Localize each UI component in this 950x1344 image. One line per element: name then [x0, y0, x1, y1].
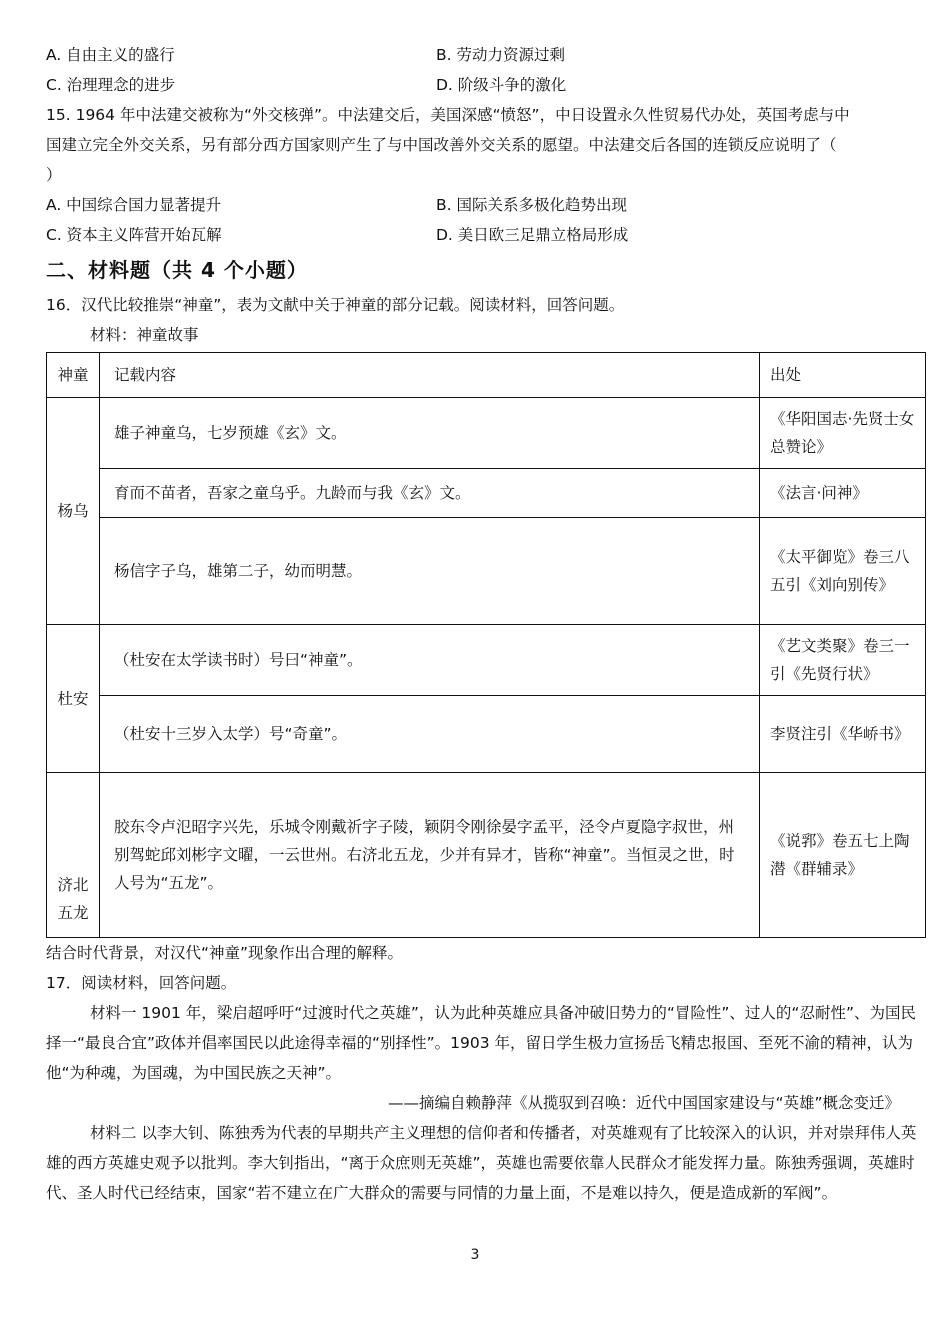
table-row	[47, 518, 926, 625]
exam-page	[46, 40, 926, 1208]
q17-stem: 17．阅读材料，回答问题。	[46, 974, 237, 992]
record-content: （杜安在太学读书时）号曰“神童”。	[100, 625, 760, 696]
q14-option-a: A. 自由主义的盛行	[46, 46, 175, 64]
record-content: 雄子神童乌，七岁预雄《玄》文。	[100, 398, 760, 469]
prodigy-table	[46, 352, 926, 938]
table-header-row	[47, 353, 926, 398]
prodigy-name: 济北五龙	[47, 773, 100, 938]
q15-stem-line2: 国建立完全外交关系，另有部分西方国家则产生了与中国改善外交关系的愿望。中法建交后各国的连锁反应说明了（	[46, 136, 837, 154]
q14-option-d: D. 阶级斗争的激化	[436, 76, 567, 94]
q15-stem-line3: ）	[46, 166, 62, 184]
q17-citation1: ——摘编自赖静萍《从揽驭到召唤：近代中国国家建设与“英雄”概念变迁》	[387, 1094, 900, 1112]
table-row	[47, 625, 926, 696]
q16-material-label: 材料：神童故事	[90, 326, 199, 344]
section-title: 二、材料题（共 4 个小题）	[46, 258, 308, 282]
header-prodigy: 神童	[47, 353, 100, 398]
table-row	[47, 696, 926, 773]
page-number: 3	[470, 1247, 480, 1263]
header-source: 出处	[760, 353, 926, 398]
q15-stem-line1: 15. 1964 年中法建交被称为“外交核弹”。中法建交后，美国深感“愤怒”，中日设置永久性贸易代办处，英国考虑与中	[46, 106, 850, 124]
q14-options-row2	[46, 70, 926, 100]
q14-options-row1	[46, 40, 926, 70]
q15-options-row1	[46, 190, 926, 220]
record-source: 《说郛》卷五七上陶潜《群辅录》	[760, 773, 926, 938]
q16-stem: 16．汉代比较推崇“神童”，表为文献中关于神童的部分记载。阅读材料，回答问题。	[46, 296, 625, 314]
record-source: 《法言·问神》	[760, 469, 926, 518]
q17-material2: 材料二 以李大钊、陈独秀为代表的早期共产主义理想的信仰者和传播者，对英雄观有了比较深入的认识，并对崇拜伟人英雄的西方英雄史观予以批判。李大钊指出，“离于众庶则无英雄”，英雄也需要依靠人民群众才能发挥力量。陈独秀强调，英雄时代、圣人时代已经结束，国家“若不建立在广大群众的需要与同情的力量上面，不是难以持久，便是造成新的军阀”。	[46, 1124, 917, 1202]
q17-material1: 材料一 1901 年，梁启超呼吁“过渡时代之英雄”，认为此种英雄应具备冲破旧势力的“冒险性”、过人的“忍耐性”、为国民择一“最良合宜”政体并倡率国民以此途得幸福的“别择性”。1903 年，留日学生极力宣扬岳飞精忠报国、至死不渝的精神，认为他“为种魂，为国魂，为中国民族之天神”。	[46, 1004, 916, 1082]
table-row	[47, 469, 926, 518]
q15-option-a: A. 中国综合国力显著提升	[46, 196, 222, 214]
q14-option-c: C. 治理理念的进步	[46, 76, 176, 94]
record-source: 《华阳国志·先贤士女总赞论》	[760, 398, 926, 469]
q16-question: 结合时代背景，对汉代“神童”现象作出合理的解释。	[46, 944, 404, 962]
record-content: （杜安十三岁入太学）号“奇童”。	[100, 696, 760, 773]
prodigy-name: 杨乌	[47, 398, 100, 625]
prodigy-name: 杜安	[47, 625, 100, 773]
record-source: 李贤注引《华峤书》	[760, 696, 926, 773]
record-content: 杨信字子乌，雄第二子，幼而明慧。	[100, 518, 760, 625]
q15-option-d: D. 美日欧三足鼎立格局形成	[436, 226, 629, 244]
q15-option-c: C. 资本主义阵营开始瓦解	[46, 226, 222, 244]
record-content: 胶东令卢氾昭字兴先，乐城令刚戴祈字子陵，颖阴令刚徐晏字孟平，泾令卢夏隐字叔世，州别驾蛇邱刘彬字文曜，一云世州。右济北五龙，少并有异才，皆称“神童”。当恒灵之世，时人号为“五龙”。	[100, 773, 760, 938]
table-row	[47, 773, 926, 938]
record-source: 《艺文类聚》卷三一引《先贤行状》	[760, 625, 926, 696]
record-content: 育而不苗者，吾家之童乌乎。九龄而与我《玄》文。	[100, 469, 760, 518]
q15-option-b: B. 国际关系多极化趋势出现	[436, 196, 627, 214]
record-source: 《太平御览》卷三八五引《刘向别传》	[760, 518, 926, 625]
q15-options-row2	[46, 220, 926, 250]
q14-option-b: B. 劳动力资源过剩	[436, 46, 565, 64]
table-row	[47, 398, 926, 469]
header-content: 记载内容	[100, 353, 760, 398]
